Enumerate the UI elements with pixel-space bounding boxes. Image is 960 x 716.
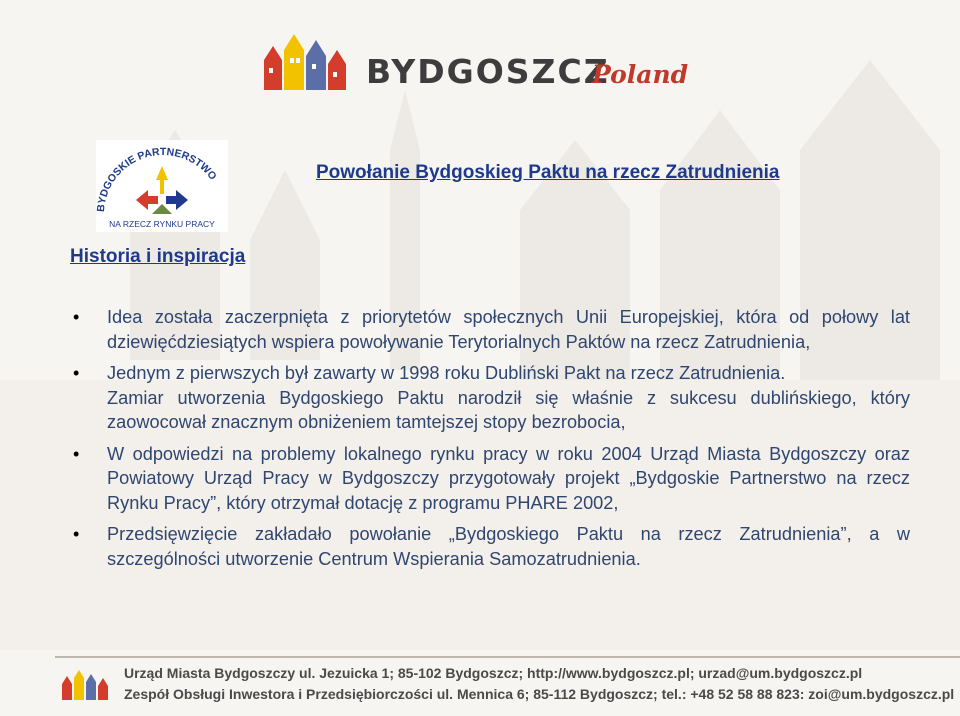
pact-logo-arc-text: BYDGOSKIE PARTNERSTWO — [96, 145, 219, 213]
bydgoszcz-logo — [262, 30, 702, 100]
list-item — [68, 522, 910, 571]
bullet-text: Przedsięwzięcie zakładało powołanie „Bydgoskiego Paktu na rzecz Zatrudnienia”, a w szczególności utworzenie Centrum Wspierania Samozatrudnienia. — [107, 524, 910, 569]
slide-title: Powołanie Bydgoskieg Paktu na rzecz Zatrudnienia — [316, 162, 780, 183]
footer-divider — [55, 656, 960, 658]
footer — [0, 656, 960, 716]
partnership-logo-icon — [96, 140, 228, 232]
bullet-text: Idea została zaczerpnięta z priorytetów społecznych Unii Europejskiej, która od połowy lat dziewięćdziesiątych wspiera powoływanie Terytorialnych Paktów na rzecz Zatrudnienia, — [107, 307, 910, 352]
bullet-icon: • — [73, 307, 80, 327]
bullet-text: Jednym z pierwszych był zawarty w 1998 roku Dubliński Pakt na rzecz Zatrudnienia. — [107, 363, 786, 383]
bullet-text: W odpowiedzi na problemy lokalnego rynku pracy w roku 2004 Urząd Miasta Bydgoszczy oraz Powiatowy Urząd Pracy w Bydgoszczy przygotowały projekt „Bydgoskie Partnerstwo na rzecz Rynku Pracy”, który otrzymał dotację z programu PHARE 2002, — [107, 443, 910, 513]
list-item — [68, 386, 910, 435]
footer-line-1: Urząd Miasta Bydgoszczy ul. Jezuicka 1; 85-102 Bydgoszcz; http://www.bydgoszcz.pl; urzad@um.bydgoszcz.pl — [124, 665, 863, 681]
city-houses-icon — [262, 30, 362, 100]
brand-wordmark: BYDGOSZCZ — [366, 52, 610, 91]
footer-line-2: Zespół Obsługi Inwestora i Przedsiębiorczości ul. Mennica 6; 85-112 Bydgoszcz; tel.: +48 52 58 88 823: zoi@um.bydgoszcz.pl — [124, 686, 955, 702]
list-item — [68, 305, 910, 354]
bullet-icon: • — [73, 524, 80, 544]
pact-logo-bottom-text: NA RZECZ RYNKU PRACY — [109, 219, 215, 229]
section-subtitle: Historia i inspiracja — [70, 246, 246, 267]
brand-country: Poland — [592, 60, 689, 89]
bullet-icon: • — [73, 443, 80, 464]
bullet-icon: • — [73, 363, 80, 383]
bullet-text: Zamiar utworzenia Bydgoskiego Paktu narodził się właśnie z sukcesu dublińskiego, który zaowocował znacznym obniżeniem tamtejszej stopy bezrobocia, — [107, 387, 910, 432]
list-item — [68, 442, 910, 516]
pact-logo — [96, 140, 228, 232]
list-item — [68, 361, 910, 386]
footer-city-logo-icon — [58, 668, 116, 708]
bullet-list — [68, 305, 910, 578]
